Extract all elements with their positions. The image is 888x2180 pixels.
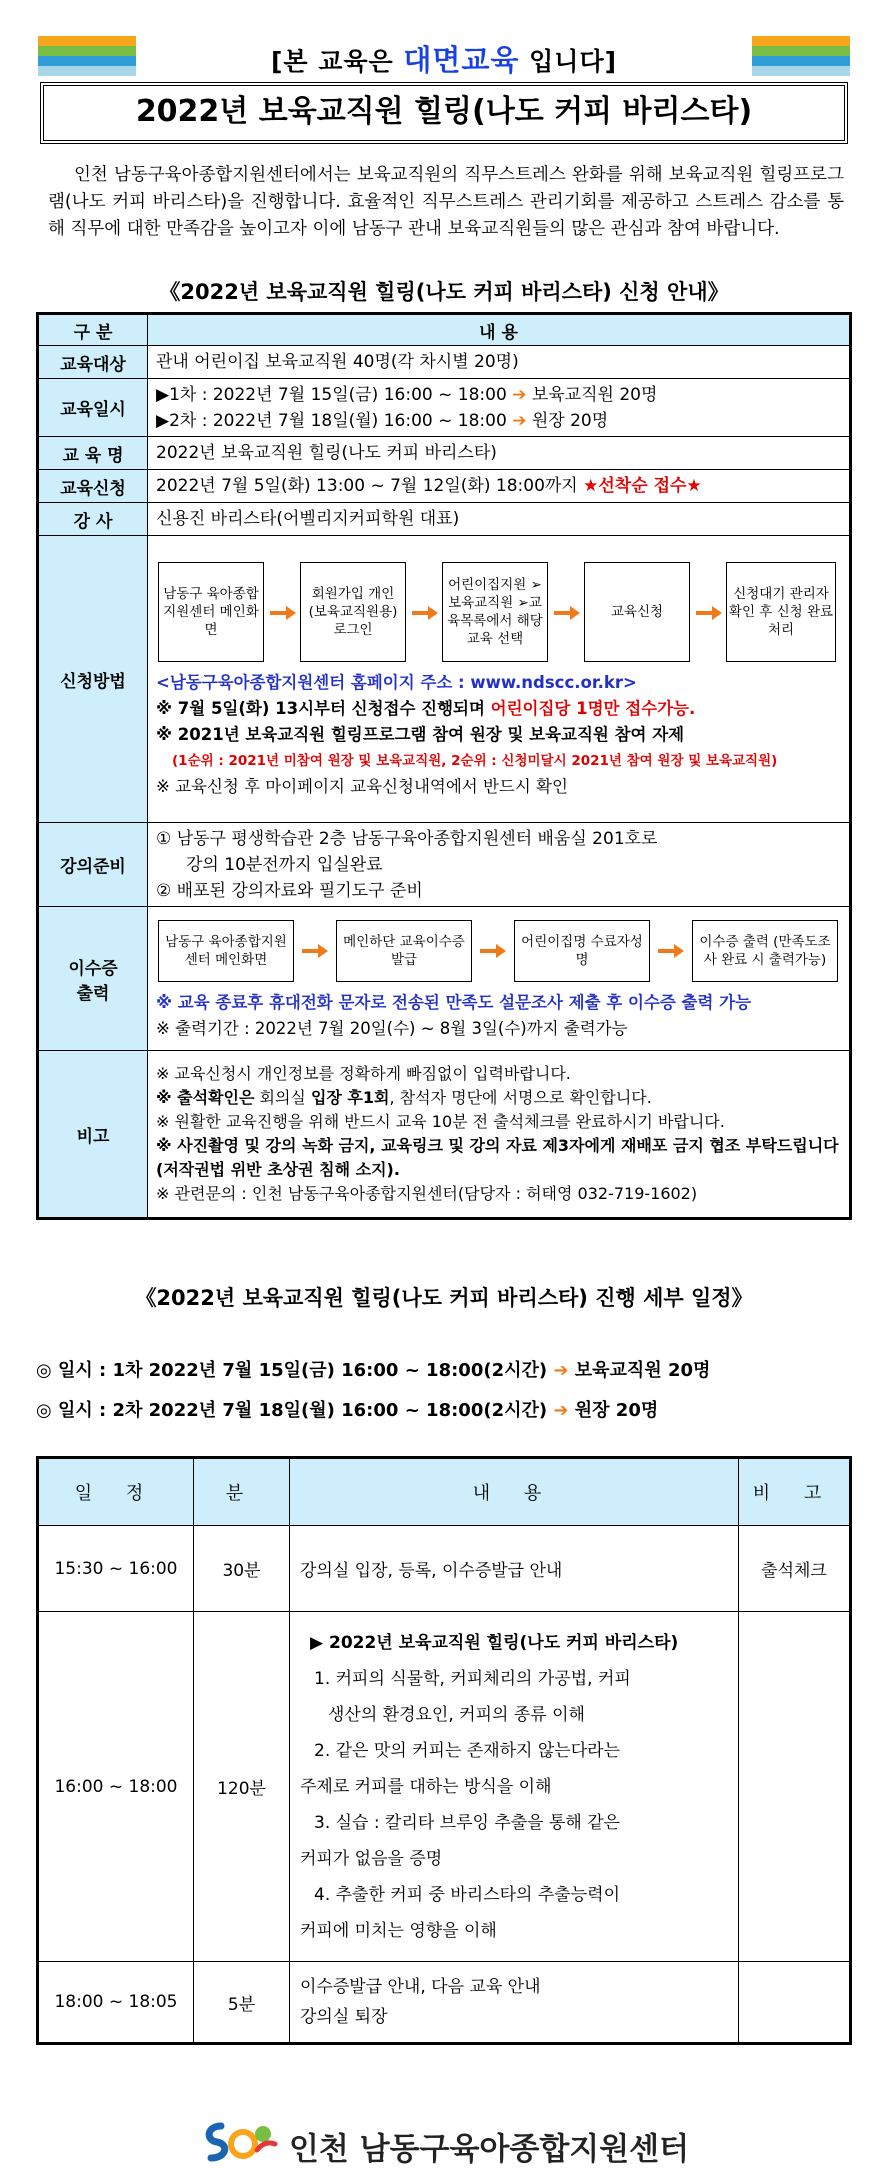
table-row: 15:30 ~ 16:00 30분 강의실 입장, 등록, 이수증발급 안내 출석체크 (38, 1526, 851, 1612)
cert-step: 남동구 육아종합지원센터 메인화면 (158, 920, 294, 982)
arrow-icon (554, 606, 580, 620)
method-note4: ※ 교육신청 후 마이페이지 교육신청내역에서 반드시 확인 (156, 777, 568, 796)
arrow-icon (480, 944, 506, 958)
page-title: 2022년 보육교직원 힐링(나도 커피 바리스타) (40, 82, 848, 144)
notice: [본 교육은 대면교육 입니다] (270, 43, 618, 77)
intro-paragraph: 인천 남동구육아종합지원센터에서는 보육교직원의 직무스트레스 완화를 위해 보육교직원 힐링프로그램(나도 커피 바리스타)을 진행합니다. 효율적인 직무스트레스 관리기회를 제공하고 스트레스 감소를 통해 직무에 대한 만족감을 높이고자 이에 남동구 관내 보육교직원들의 많은 관심과 참여 바랍니다. (48, 165, 844, 239)
arrow-icon: ➔ (512, 384, 527, 405)
guide-table (36, 312, 852, 1220)
col-content: 내 용 (148, 314, 851, 346)
col-content: 내 용 (290, 1458, 739, 1526)
target-label: 교육대상 (38, 346, 148, 379)
arrow-icon: ➔ (553, 1360, 569, 1381)
method-step: 교육신청 (584, 562, 690, 662)
schedule-line2: ◎ 일시 : 2차 2022년 7월 18일(월) 16:00 ~ 18:00(2시간) ➔ 원장 20명 (36, 1400, 659, 1421)
method-step: 신청대기 관리자 확인 후 신청 완료처리 (726, 562, 836, 662)
cert-flow (156, 916, 841, 990)
schedule-table (36, 1456, 852, 2045)
method-value (148, 536, 851, 823)
table-row: 16:00 ~ 18:00 120분 ▶ 2022년 보육교직원 힐링(나도 커피 바리스타) 1. 커피의 식물학, 커피체리의 가공법, 커피 생산의 환경요인, 커피의 종류 이해 2. 같은 맛의 커피는 존재하지 않는다라는 주제로 커피를 대하는 방식을 이해 3. 실습 : 칼리타 브루잉 추출을 통해 같은 커피가 없음을 증명 4. 추출한 커피 중 바리스타의 추출능력이 커피에 미치는 영향을 이해 (38, 1612, 851, 1962)
arrow-icon: ➔ (512, 410, 527, 431)
lecturer-label: 강 사 (38, 503, 148, 536)
notice-highlight: 대면교육 (403, 43, 520, 77)
schedule-line1: ◎ 일시 : 1차 2022년 7월 15일(금) 16:00 ~ 18:00(2시간) ➔ 보육교직원 20명 (36, 1360, 711, 1381)
arrow-icon: ➔ (553, 1400, 569, 1421)
cert-value (148, 907, 851, 1051)
col-category: 구 분 (38, 314, 148, 346)
apply-label: 교육신청 (38, 470, 148, 503)
method-step: 남동구 육아종합 지원센터 메인화면 (158, 562, 264, 662)
col-min: 분 (194, 1458, 290, 1526)
arrow-icon (302, 944, 328, 958)
arrow-icon (658, 944, 684, 958)
cert-step: 메인하단 교육이수증발급 (336, 920, 472, 982)
schedule-title: 《2022년 보육교직원 힐링(나도 커피 바리스타) 진행 세부 일정》 (135, 1286, 753, 1310)
method-label: 신청방법 (38, 536, 148, 823)
target-value: 관내 어린이집 보육교직원 40명(각 차시별 20명) (148, 346, 851, 379)
method-note3: (1순위 : 2021년 미참여 원장 및 보육교직원, 2순위 : 신청미달시 2021년 참여 원장 및 보육교직원) (172, 753, 778, 769)
method-note1: ※ 7월 5일(화) 13시부터 신청접수 진행되며 어린이집당 1명만 접수가능. (156, 699, 696, 718)
date-value: ▶1차 : 2022년 7월 15일(금) 16:00 ~ 18:00 ➔ 보육교직원 20명 ▶2차 : 2022년 7월 18일(월) 16:00 ~ 18:00 ➔ 원장 20명 (148, 379, 851, 437)
apply-value: 2022년 7월 5일(화) 13:00 ~ 7월 12일(화) 18:00까지 ★선착순 접수★ (148, 470, 851, 503)
detail-cell: ▶ 2022년 보육교직원 힐링(나도 커피 바리스타) 1. 커피의 식물학, 커피체리의 가공법, 커피 생산의 환경요인, 커피의 종류 이해 2. 같은 맛의 커피는 존재하지 않는다라는 주제로 커피를 대하는 방식을 이해 3. 실습 : 칼리타 브루잉 추출을 통해 같은 커피가 없음을 증명 4. 추출한 커피 중 바리스타의 추출능력이 커피에 미치는 영향을 이해 (290, 1612, 739, 1962)
org-logo-icon (199, 2120, 279, 2172)
cert-note2: ※ 출력기간 : 2022년 7월 20일(수) ~ 8월 3일(수)까지 출력가능 (156, 1018, 628, 1038)
prep-label: 강의준비 (38, 823, 148, 907)
date-label: 교육일시 (38, 379, 148, 437)
name-value: 2022년 보육교직원 힐링(나도 커피 바리스타) (148, 437, 851, 470)
method-step: 어린이집지원 ➢보육교직원 ➢교육목록에서 해당교육 선택 (442, 562, 548, 662)
cert-note1: ※ 교육 종료후 휴대전화 문자로 전송된 만족도 설문조사 제출 후 이수증 출력 가능 (156, 992, 752, 1012)
method-step: 회원가입 개인 (보육교직원용) 로그인 (300, 562, 406, 662)
col-note: 비 고 (739, 1458, 851, 1526)
arrow-icon (412, 606, 438, 620)
arrow-icon (270, 606, 296, 620)
table-row: 18:00 ~ 18:05 5분 이수증발급 안내, 다음 교육 안내 강의실 퇴장 (38, 1962, 851, 2044)
arrow-icon (696, 606, 722, 620)
cert-step: 어린이집명 수료자성명 (514, 920, 650, 982)
col-time: 일 정 (38, 1458, 194, 1526)
method-flow (156, 558, 841, 670)
method-site: <남동구육아종합지원센터 홈페이지 주소 : www.ndscc.or.kr> (156, 673, 637, 692)
footer: 인천 남동구육아종합지원센터 (0, 2120, 888, 2172)
cert-label: 이수증 출력 (38, 907, 148, 1051)
remark-label: 비고 (38, 1051, 148, 1219)
lecturer-value: 신용진 바리스타(어벨리지커피학원 대표) (148, 503, 851, 536)
guide-title: 《2022년 보육교직원 힐링(나도 커피 바리스타) 신청 안내》 (159, 280, 729, 304)
name-label: 교 육 명 (38, 437, 148, 470)
method-note2: ※ 2021년 보육교직원 힐링프로그램 참여 원장 및 보육교직원 참여 자제 (156, 725, 685, 744)
remark-value: ※ 교육신청시 개인정보를 정확하게 빠짐없이 입력바랍니다. ※ 출석확인은 회의실 입장 후1회, 참석자 명단에 서명으로 확인합니다. ※ 원활한 교육진행을 위해 반드시 교육 10분 전 출석체크를 완료하시기 바랍니다. ※ 사진촬영 및 강의 녹화 금지, 교육링크 및 강의 자료 제3자에게 재배포 금지 협조 부탁드립니다(저작권법 위반 초상권 침해 소지). ※ 관련문의 : 인천 남동구육아종합지원센터(담당자 : 허태영 032-719-1602) (148, 1051, 851, 1219)
cert-step: 이수증 출력 (만족도조사 완료 시 출력가능) (692, 920, 838, 982)
prep-value: ① 남동구 평생학습관 2층 남동구육아종합지원센터 배움실 201호로 강의 10분전까지 입실완료 ② 배포된 강의자료와 필기도구 준비 (148, 823, 851, 907)
